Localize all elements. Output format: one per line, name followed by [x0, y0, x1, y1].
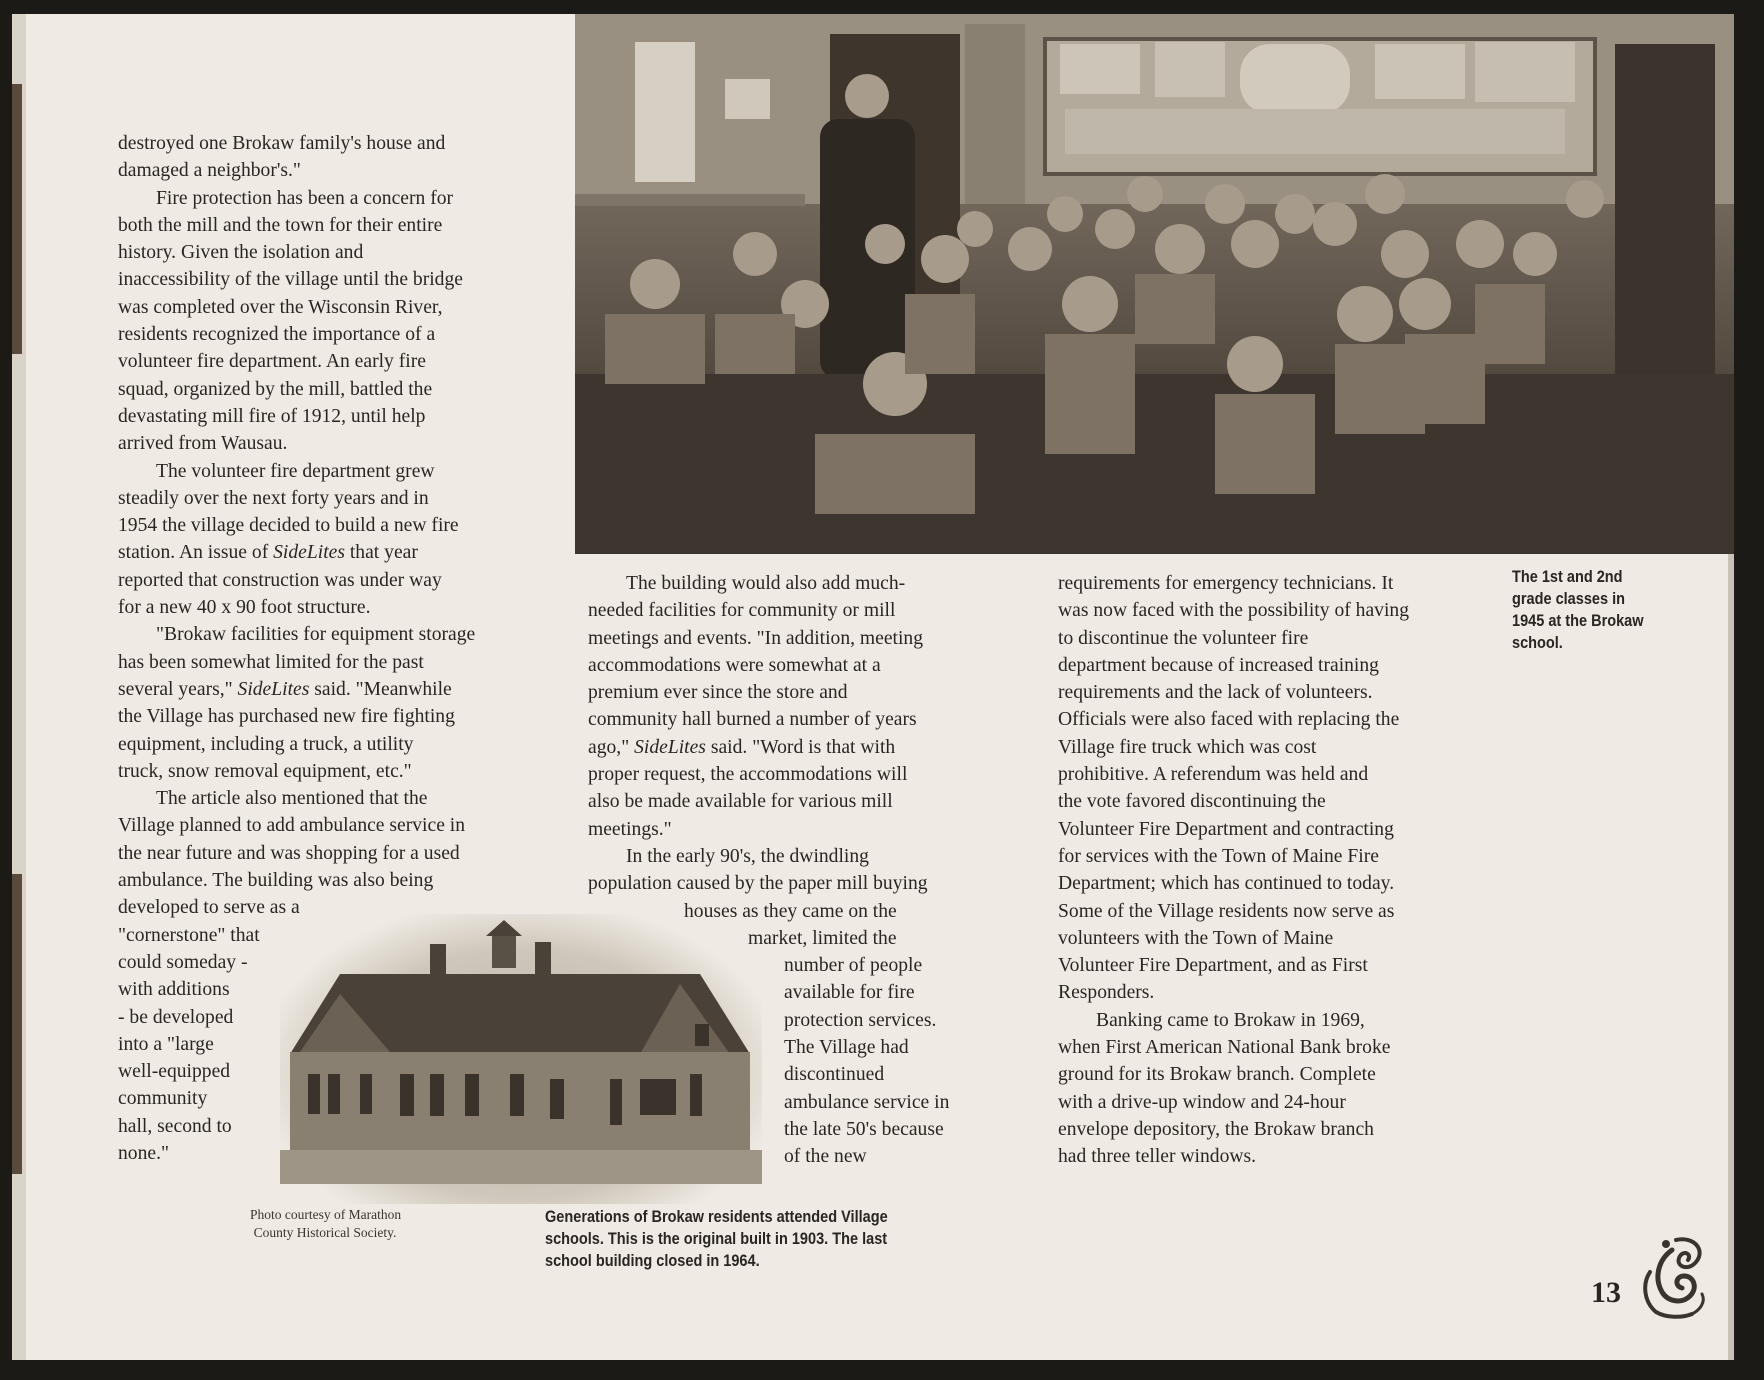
text-line: The volunteer fire department grew — [156, 460, 435, 482]
classroom-photo-caption — [1512, 566, 1679, 654]
text-line: meetings." — [588, 818, 672, 840]
text-line: steadily over the next forty years and in — [118, 487, 429, 509]
schoolhouse-photo-caption — [545, 1206, 932, 1272]
text-line: has been somewhat limited for the past — [118, 651, 424, 673]
text-line: inaccessibility of the village until the bridge — [118, 269, 463, 291]
credit-line: County Historical Society. — [253, 1225, 397, 1240]
text-line: developed to serve as a — [118, 897, 300, 919]
text-line: "cornerstone" that — [118, 924, 260, 946]
caption-line: schools. This is the original built in 1903. The last — [545, 1230, 888, 1248]
text-line: requirements and the lack of volunteers. — [1058, 682, 1373, 704]
text-line: residents recognized the importance of a — [118, 324, 436, 346]
text-line: community hall burned a number of years — [588, 709, 917, 731]
text-line: department because of increased training — [1058, 654, 1379, 676]
publication-name: SideLites — [237, 678, 310, 700]
text-line: when First American National Bank broke — [1058, 1037, 1391, 1059]
text-line — [118, 539, 538, 566]
text-line: the Village has purchased new fire fighting — [118, 706, 455, 728]
text-line: In the early 90's, the dwindling — [626, 845, 869, 867]
text-line: reported that construction was under way — [118, 569, 442, 591]
caption-line: school building closed in 1964. — [545, 1252, 760, 1270]
text-line: squad, organized by the mill, battled the — [118, 378, 433, 400]
publication-name: SideLites — [273, 542, 345, 564]
decorative-flourish-icon — [1636, 1232, 1712, 1320]
caption-line: 1945 at the Brokaw — [1512, 612, 1644, 630]
text-line: Department; which has continued to today. — [1058, 873, 1395, 895]
text-line: Volunteer Fire Department, and as First — [1058, 955, 1368, 977]
publication-name: SideLites — [634, 736, 706, 758]
text-line: requirements for emergency technicians. It — [1058, 573, 1394, 594]
text-line: ground for its Brokaw branch. Complete — [1058, 1064, 1376, 1086]
classroom-illustration — [575, 14, 1734, 554]
text-line: was now faced with the possibility of having — [1058, 600, 1409, 622]
text-segment: that year — [344, 542, 418, 564]
text-segment: several years," — [118, 678, 238, 700]
text-line: was completed over the Wisconsin River, — [118, 296, 443, 318]
article-column-1 — [118, 130, 538, 1167]
text-line: meetings and events. "In addition, meeting — [588, 627, 924, 649]
text-line: Officials were also faced with replacing the — [1058, 709, 1400, 731]
text-line: Village fire truck which was cost — [1058, 736, 1317, 758]
text-line: protection services. — [784, 1009, 937, 1031]
text-line: discontinued — [784, 1064, 885, 1086]
page-edge-strip — [12, 874, 22, 1174]
text-line: number of people — [784, 955, 923, 977]
text-line: both the mill and the town for their entire — [118, 214, 443, 236]
text-line: Banking came to Brokaw in 1969, — [1096, 1009, 1365, 1031]
text-line: Fire protection has been a concern for — [156, 187, 454, 209]
text-line: had three teller windows. — [1058, 1146, 1257, 1168]
text-line — [588, 734, 1018, 761]
text-line: premium ever since the store and — [588, 682, 848, 704]
text-line: hall, second to — [118, 1115, 232, 1137]
text-line: the vote favored discontinuing the — [1058, 791, 1326, 813]
text-line: destroyed one Brokaw family's house and — [118, 133, 446, 154]
photo-credit — [250, 1206, 400, 1242]
text-line: The building would also add much- — [626, 573, 906, 594]
text-line: devastating mill fire of 1912, until help — [118, 405, 426, 427]
text-line: envelope depository, the Brokaw branch — [1058, 1118, 1374, 1140]
text-segment: said. "Word is that with — [705, 736, 896, 758]
text-line: equipment, including a truck, a utility — [118, 733, 414, 755]
text-line — [118, 676, 538, 703]
text-line: of the new — [784, 1146, 867, 1168]
text-segment: ago," — [588, 736, 635, 758]
text-line: community — [118, 1088, 208, 1110]
text-line: market, limited the — [748, 927, 897, 949]
text-line: accommodations were somewhat at a — [588, 654, 881, 676]
text-line: 1954 the village decided to build a new fire — [118, 515, 459, 537]
caption-line: Generations of Brokaw residents attended Village — [545, 1208, 888, 1226]
text-line: Volunteer Fire Department and contracting — [1058, 818, 1394, 840]
text-line: also be made available for various mill — [588, 791, 893, 813]
text-line: the late 50's because — [784, 1118, 944, 1140]
caption-line: school. — [1512, 634, 1563, 652]
text-line: for a new 40 x 90 foot structure. — [118, 597, 371, 619]
text-line: history. Given the isolation and — [118, 242, 364, 264]
text-line: The Village had — [784, 1037, 909, 1059]
text-line: available for fire — [784, 982, 915, 1004]
text-line: arrived from Wausau. — [118, 433, 288, 455]
magazine-page — [12, 14, 1734, 1360]
text-line: Some of the Village residents now serve as — [1058, 900, 1395, 922]
text-line: for services with the Town of Maine Fire — [1058, 845, 1379, 867]
page-edge-strip — [12, 84, 22, 354]
text-line: "Brokaw facilities for equipment storage — [156, 624, 476, 646]
article-column-2 — [588, 570, 1018, 1171]
classroom-photo — [575, 14, 1734, 554]
text-line: damaged a neighbor's." — [118, 160, 301, 182]
text-line: into a "large — [118, 1033, 214, 1055]
text-line: could someday - — [118, 951, 248, 973]
text-segment: said. "Meanwhile — [309, 678, 452, 700]
text-line: with additions — [118, 979, 230, 1001]
text-line: The article also mentioned that the — [156, 788, 428, 810]
previous-page-edge — [12, 14, 26, 1360]
text-line: houses as they came on the — [684, 900, 897, 922]
text-line: volunteers with the Town of Maine — [1058, 927, 1334, 949]
text-line: to discontinue the volunteer fire — [1058, 627, 1309, 649]
text-line: none." — [118, 1142, 169, 1164]
text-line: truck, snow removal equipment, etc." — [118, 760, 412, 782]
text-line: volunteer fire department. An early fire — [118, 351, 426, 373]
caption-line: grade classes in — [1512, 590, 1626, 608]
article-column-3 — [1058, 570, 1488, 1171]
text-line: Responders. — [1058, 982, 1155, 1004]
text-line: needed facilities for community or mill — [588, 600, 896, 622]
text-line: with a drive-up window and 24-hour — [1058, 1091, 1346, 1113]
text-line: ambulance service in — [784, 1091, 950, 1113]
text-line: prohibitive. A referendum was held and — [1058, 764, 1369, 786]
text-segment: station. An issue of — [118, 542, 274, 564]
credit-line: Photo courtesy of Marathon — [250, 1207, 402, 1222]
text-line: ambulance. The building was also being — [118, 870, 434, 892]
text-line: well-equipped — [118, 1061, 231, 1083]
text-line: the near future and was shopping for a used — [118, 842, 460, 864]
text-line: proper request, the accommodations will — [588, 764, 908, 786]
text-line: population caused by the paper mill buying — [588, 873, 928, 895]
text-line: Village planned to add ambulance service in — [118, 815, 466, 837]
caption-line: The 1st and 2nd — [1512, 568, 1623, 586]
page-number: 13 — [1591, 1276, 1621, 1309]
text-line: - be developed — [118, 1006, 234, 1028]
